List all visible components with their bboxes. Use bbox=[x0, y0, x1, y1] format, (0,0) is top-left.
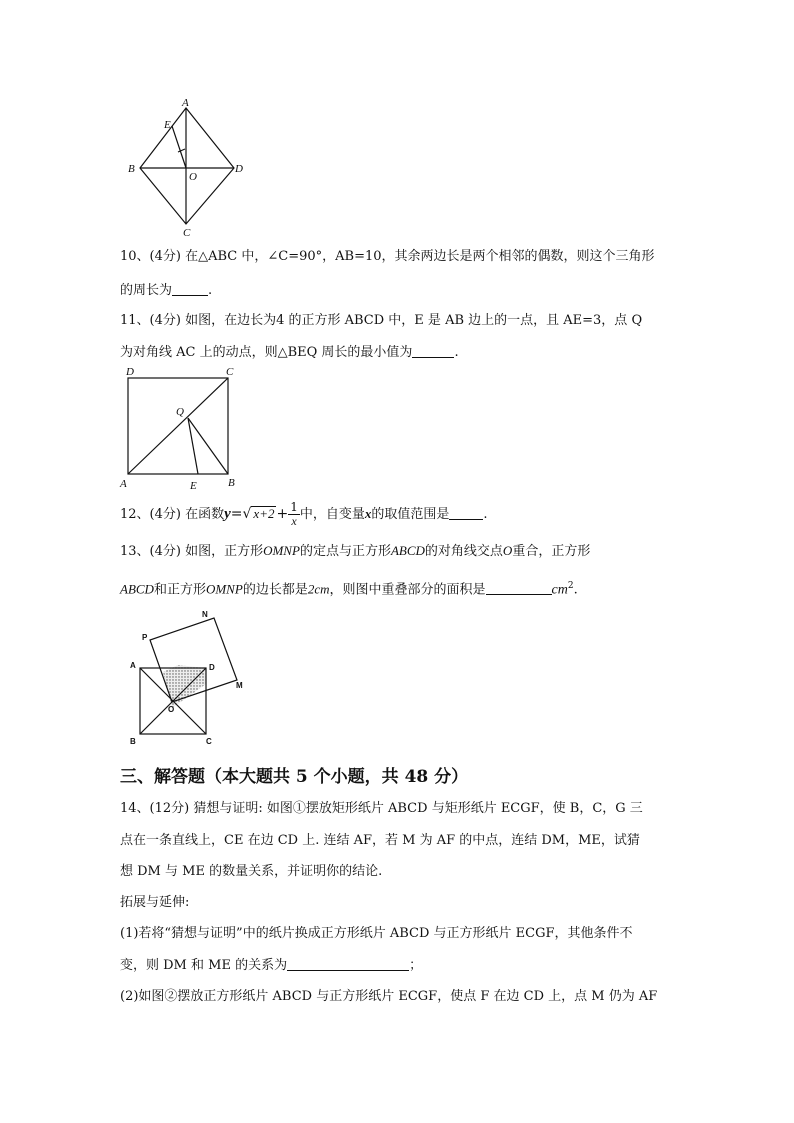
q14-ext1-answer-blank bbox=[287, 958, 409, 971]
label-p: P bbox=[142, 633, 148, 642]
q12-answer-blank bbox=[449, 507, 483, 520]
q14-ext1-line2 bbox=[120, 958, 422, 974]
q14-ext2-line1: (2)如图②摆放正方形纸片 ABCD 与正方形纸片 ECGF，使点 F 在边 CD 上，点 M 仍为 AF bbox=[120, 989, 658, 1004]
square-figure bbox=[118, 362, 248, 492]
q13-o: O bbox=[502, 543, 513, 558]
label-a: A bbox=[120, 478, 127, 490]
rhombus-figure bbox=[122, 96, 252, 238]
q13-l1-a: 13、(4分) 如图，正方形 bbox=[120, 544, 264, 559]
q12-plus: + bbox=[276, 506, 289, 522]
q13-l1-d: 重合，正方形 bbox=[512, 544, 591, 559]
section-3-heading: 三、解答题（本大题共 5 个小题，共 48 分） bbox=[120, 767, 469, 787]
label-d: D bbox=[126, 366, 134, 378]
q11-answer-blank bbox=[412, 345, 454, 358]
q13-omnp: OMNP bbox=[263, 543, 300, 558]
label-b: B bbox=[228, 477, 235, 489]
label-e: E bbox=[164, 119, 171, 131]
q11-line2 bbox=[120, 345, 459, 361]
q13-unit-exp: 2 bbox=[567, 581, 574, 591]
label-m: M bbox=[236, 681, 243, 690]
shaded-overlap-region bbox=[163, 665, 206, 708]
q13-l2-c: ，则图中重叠部分的面积是 bbox=[329, 582, 486, 598]
q14-ext1-line1: (1)若将“猜想与证明”中的纸片换成正方形纸片 ABCD 与正方形纸片 ECGF，其他条件不 bbox=[120, 926, 633, 941]
rhombus-outline bbox=[140, 108, 234, 224]
q13-line1 bbox=[120, 543, 590, 560]
q14-line1: 14、(12分) 猜想与证明: 如图①摆放矩形纸片 ABCD 与矩形纸片 ECGF，使 B，C，G 三 bbox=[120, 801, 643, 816]
q12-line bbox=[120, 500, 488, 529]
right-angle-mark bbox=[178, 149, 185, 152]
label-d: D bbox=[235, 163, 243, 175]
q12-var: x bbox=[364, 506, 372, 521]
label-n: N bbox=[202, 610, 208, 619]
q11-line1: 11、(4分) 如图，在边长为4 的正方形 ABCD 中，E 是 AB 边上的一点，且 AE=3，点 Q bbox=[120, 313, 643, 328]
q12-radicand: x+2 bbox=[253, 506, 275, 521]
q12-numerator: 1 bbox=[290, 500, 298, 514]
q12-sqrt-sign: √ bbox=[242, 506, 252, 522]
label-c: C bbox=[226, 366, 234, 378]
q12-suffix-before: 的取值范围是 bbox=[371, 507, 450, 522]
q14-line3: 想 DM 与 ME 的数量关系，并证明你的结论. bbox=[120, 864, 383, 879]
q14-ext1-after: ； bbox=[409, 958, 423, 973]
label-a: A bbox=[130, 661, 136, 670]
overlap-figure bbox=[124, 604, 254, 750]
q12-mid: 中，自变量 bbox=[299, 507, 365, 522]
label-o: O bbox=[189, 171, 197, 183]
q13-l1-b: 的定点与正方形 bbox=[299, 544, 391, 559]
label-b: B bbox=[128, 163, 135, 175]
q13-l2-omnp: OMNP bbox=[205, 581, 243, 597]
label-b: B bbox=[130, 737, 136, 746]
label-o: O bbox=[168, 705, 175, 714]
q13-unit: cm bbox=[551, 582, 568, 598]
q12-denominator: x bbox=[291, 514, 297, 528]
label-d: D bbox=[209, 663, 215, 672]
q11-line2-before: 为对角线 AC 上的动点，则△BEQ 周长的最小值为 bbox=[120, 345, 413, 360]
segment-qb bbox=[188, 418, 228, 474]
segment-qe bbox=[188, 418, 198, 474]
q13-l2-abcd: ABCD bbox=[120, 581, 154, 597]
label-a: A bbox=[182, 97, 189, 109]
q12-eq: = bbox=[230, 506, 243, 522]
q12-suffix-after: . bbox=[483, 507, 488, 522]
q14-ext1-before: 变，则 DM 和 ME 的关系为 bbox=[120, 958, 288, 973]
label-e: E bbox=[190, 480, 197, 492]
q10-line1: 10、(4分) 在△ABC 中，∠C=90°，AB=10，其余两边长是两个相邻的偶数，则这个三角形 bbox=[120, 249, 655, 264]
label-q: Q bbox=[176, 406, 184, 418]
q13-l2-a: 和正方形 bbox=[153, 582, 206, 598]
q13-answer-blank bbox=[486, 582, 552, 595]
segment-eo bbox=[172, 126, 186, 168]
q10-line2-after: . bbox=[208, 283, 213, 298]
q13-length: 2cm bbox=[307, 581, 330, 597]
q12-y: y bbox=[224, 506, 231, 522]
label-c: C bbox=[183, 227, 191, 238]
q13-l2-b: 的边长都是 bbox=[242, 582, 308, 598]
q13-l2-end: . bbox=[573, 582, 578, 598]
q13-l1-c: 的对角线交点 bbox=[424, 544, 503, 559]
q13-line2 bbox=[120, 578, 578, 598]
q14-line2: 点在一条直线上，CE 在边 CD 上. 连结 AF，若 M 为 AF 的中点，连结 DM，ME，试猜 bbox=[120, 833, 640, 848]
q12-fraction bbox=[288, 501, 300, 528]
q10-line2-before: 的周长为 bbox=[120, 283, 173, 298]
q10-line2 bbox=[120, 283, 212, 299]
label-c: C bbox=[206, 737, 212, 746]
q14-extension-title: 拓展与延伸: bbox=[120, 895, 190, 910]
q13-abcd: ABCD bbox=[390, 543, 425, 558]
q11-line2-after: . bbox=[454, 345, 459, 360]
q10-answer-blank bbox=[172, 283, 208, 296]
diagonal-ac bbox=[128, 378, 228, 474]
q12-prefix: 12、(4分) 在函数 bbox=[120, 507, 225, 522]
